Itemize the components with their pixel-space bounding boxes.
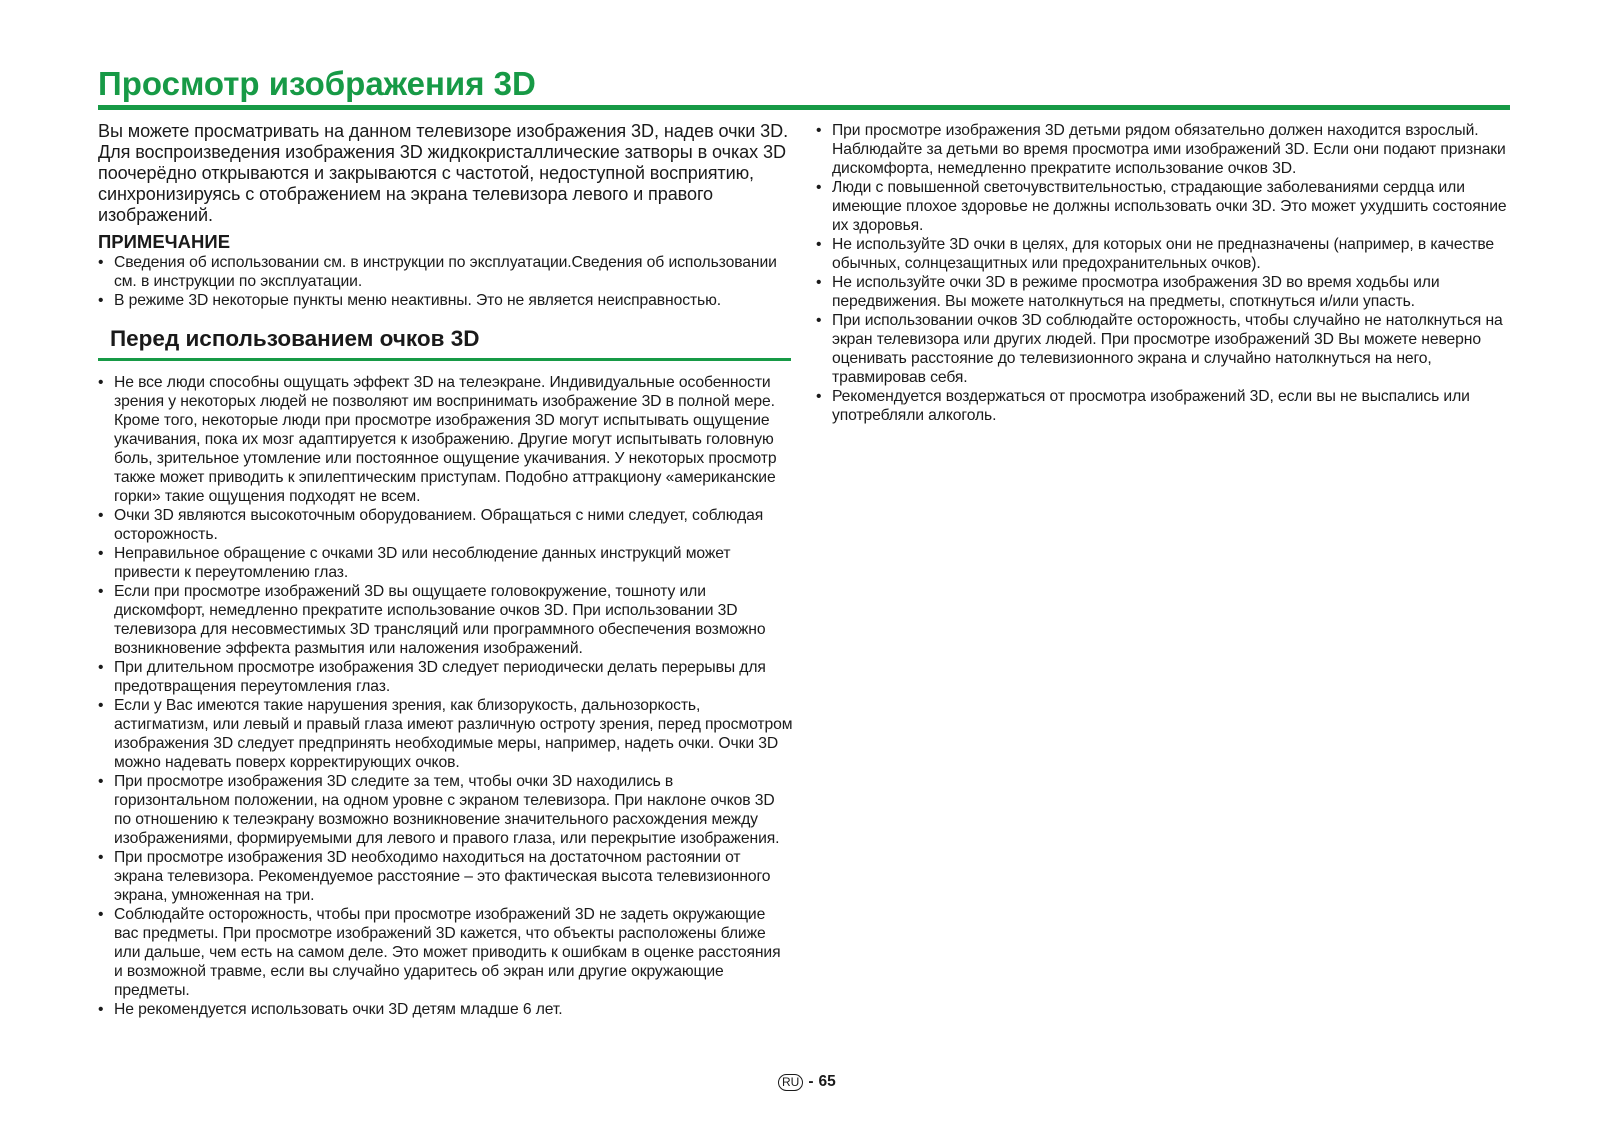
precaution-item: • Люди с повышенной светочувствительностью, страдающие заболеваниями сердца или имеющие плохое здоровье не должны использовать очки 3D. Это может ухудшить состояние их здоровья. <box>816 178 1516 235</box>
precaution-item: • При просмотре изображения 3D детьми рядом обязательно должен находится взрослый. Наблюдайте за детьми во время просмотра ими изображений 3D. Если они подают признаки дискомфорта, немедленно прекратите использование очков 3D. <box>816 121 1516 178</box>
precaution-item: • При использовании очков 3D соблюдайте осторожность, чтобы случайно не натолкнуться на экран телевизора или других людей. При просмотре изображений 3D Вы можете неверно оценивать расстояние до телевизионного экрана и случайно натолкнуться на него, травмировав себя. <box>816 311 1516 387</box>
section-heading: Перед использованием очков 3D <box>110 326 480 351</box>
page-footer <box>778 1073 836 1091</box>
page-title: Просмотр изображения 3D <box>98 65 536 102</box>
precaution-item: • Если при просмотре изображений 3D вы ощущаете головокружение, тошноту или дискомфорт, немедленно прекратите использование очков 3D. При использовании 3D телевизора для несовместимых 3D трансляций или программного обеспечения возможно возникновение эффекта размытия или наложения изображений. <box>98 582 793 658</box>
precaution-item: • Неправильное обращение с очками 3D или несоблюдение данных инструкций может привести к переутомлению глаз. <box>98 544 793 582</box>
precaution-item: • Если у Вас имеются такие нарушения зрения, как близорукость, дальнозоркость, астигматизм, или левый и правый глаза имеют различную остроту зрения, перед просмотром изображения 3D следует предпринять необходимые меры, например, надеть очки. Очки 3D можно надевать поверх корректирующих очков. <box>98 696 793 772</box>
title-rule <box>98 105 1510 110</box>
note-item: • Сведения об использовании см. в инструкции по эксплуатации.Сведения об использовании см. в инструкции по эксплуатации. <box>98 253 793 291</box>
right-column <box>816 121 1516 425</box>
precaution-item: • Не используйте 3D очки в целях, для которых они не предназначены (например, в качестве обычных, солнцезащитных или предохранительных очков). <box>816 235 1516 273</box>
page-number: 65 <box>818 1073 836 1090</box>
precaution-item: • При просмотре изображения 3D необходимо находиться на достаточном растоянии от экрана телевизора. Рекомендуемое расстояние – это фактическая высота телевизионного экрана, умноженная на три. <box>98 848 793 905</box>
precaution-item: • При просмотре изображения 3D следите за тем, чтобы очки 3D находились в горизонтальном положении, на одном уровне с экраном телевизора. При наклоне очков 3D по отношению к телеэкрану возможно возникновение значительного расхождения между изображениями, формируемыми для левого и правого глаза, или перекрытие изображения. <box>98 772 793 848</box>
language-badge: RU <box>778 1074 803 1091</box>
intro-text <box>98 121 793 226</box>
precautions-list-right <box>816 121 1516 425</box>
precaution-item: • Очки 3D являются высокоточным оборудованием. Обращаться с ними следует, соблюдая осторожность. <box>98 506 793 544</box>
note-list <box>98 253 793 310</box>
precaution-item: • Соблюдайте осторожность, чтобы при просмотре изображений 3D не задеть окружающие вас предметы. При просмотре изображений 3D кажется, что объекты расположены ближе или дальше, чем есть на самом деле. Это может приводить к ошибкам в оценке расстояния и возможной травме, если вы случайно ударитесь об экран или другие окружающие предметы. <box>98 905 793 1000</box>
precaution-item: • Рекомендуется воздержаться от просмотра изображений 3D, если вы не выспались или употребляли алкоголь. <box>816 387 1516 425</box>
section-rule <box>98 358 791 361</box>
intro-paragraph: Вы можете просматривать на данном телевизоре изображения 3D, надев очки 3D. <box>98 121 789 141</box>
precaution-item: • Не рекомендуется использовать очки 3D детям младше 6 лет. <box>98 1000 793 1019</box>
left-column <box>98 121 793 1019</box>
footer-separator: - <box>808 1073 814 1090</box>
precaution-item: • Не используйте очки 3D в режиме просмотра изображения 3D во время ходьбы или передвижения. Вы можете натолкнуться на предметы, споткнуться и/или упасть. <box>816 273 1516 311</box>
note-heading: ПРИМЕЧАНИЕ <box>98 231 231 252</box>
precaution-item: • При длительном просмотре изображения 3D следует периодически делать перерывы для предотвращения переутомления глаз. <box>98 658 793 696</box>
precautions-list-left <box>98 373 793 1019</box>
precaution-item: • Не все люди способны ощущать эффект 3D на телеэкране. Индивидуальные особенности зрения у некоторых людей не позволяют им воспринимать изображение 3D в полной мере. Кроме того, некоторые люди при просмотре изображения 3D могут испытывать ощущение укачивания, пока их мозг адаптируется к изображению. Другие могут испытывать головную боль, зрительное утомление или постоянное ощущение укачивания. У некоторых просмотр также может приводить к эпилептическим приступам. Подобно аттракциону «американские горки» такие ощущения подходят не всем. <box>98 373 793 506</box>
note-item: • В режиме 3D некоторые пункты меню неактивны. Это не является неисправностью. <box>98 291 793 310</box>
intro-paragraph: Для воспроизведения изображения 3D жидкокристаллические затворы в очках 3D поочерёдно открываются и закрываются с частотой, недоступной восприятию, синхронизируясь с отображением на экрана телевизора левого и правого изображений. <box>98 142 786 225</box>
